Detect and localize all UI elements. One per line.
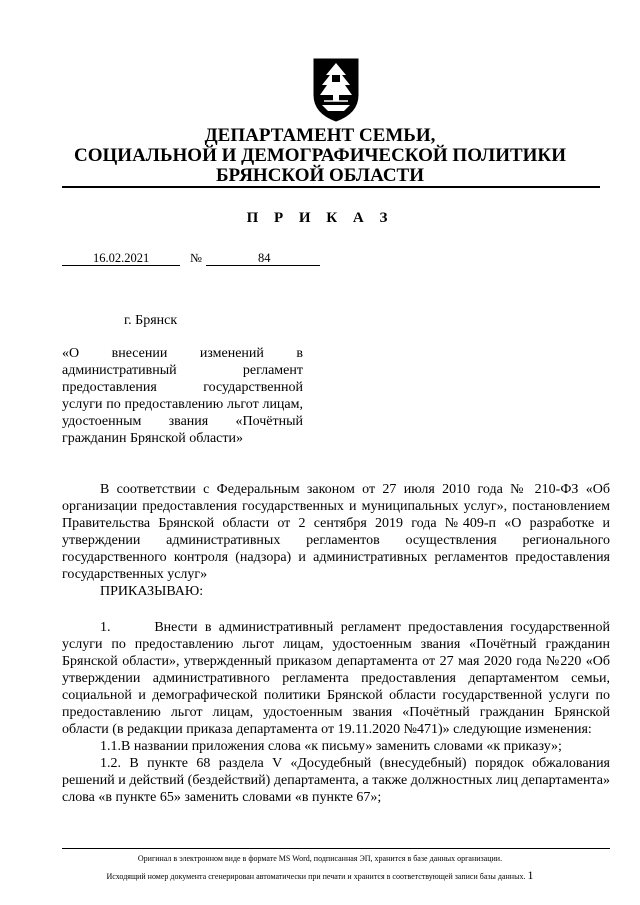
order-subject: «О внесении изменений в административный регламент предоставления государственной услуги по предоставлению льгот лицам, удостоенным звания «Почётный гражданин Брянской области» bbox=[62, 346, 303, 446]
order-word: ПРИКАЗЫВАЮ: bbox=[100, 584, 204, 599]
department-name-line-3: БРЯНСКОЙ ОБЛАСТИ bbox=[215, 165, 425, 186]
order-date: 16.02.2021 bbox=[93, 251, 150, 265]
footer-line-2 bbox=[0, 868, 640, 883]
item-1-paragraph: 1. Внести в административный регламент предоставления государственной услуги по предоставлению льгот лицам, удостоенным звания «Почётный гражданин Брянской области», утвержденный приказом департамента от 27 мая 2020 года №220 «Об утверждении административного регламента предоставления департаментом семьи, социальной и демографической политики Брянской области государственной услуги по предоставлению льгот лицам, удостоенным звания «Почётный гражданин Брянской области (в редакции приказа департамента от 19.11.2020 №471)» следующие изменения: bbox=[62, 620, 614, 737]
item-1-1-paragraph: 1.1.В названии приложения слова «к письму» заменить словами «к приказу»; bbox=[100, 739, 562, 754]
department-name-line-1: ДЕПАРТАМЕНТ СЕМЬИ, bbox=[204, 125, 436, 146]
order-number: 84 bbox=[258, 251, 271, 265]
city: г. Брянск bbox=[124, 313, 178, 328]
item-1-2-paragraph: 1.2. В пункте 68 раздела V «Досудебный (внесудебный) порядок обжалования решений и действий (бездействий) департамента, а также должностных лиц департамента» слова «в пункте 65» заменить словами «в пункте 67»; bbox=[62, 756, 610, 805]
footer-line-1: Оригинал в электронном виде в формате MS Word, подписанная ЭП, хранится в базе данных организации. bbox=[137, 854, 503, 863]
footer-divider bbox=[62, 848, 610, 849]
number-underline bbox=[206, 265, 320, 266]
preamble-paragraph: В соответствии с Федеральным законом от 27 июля 2010 года № 210-ФЗ «Об организации предоставления государственных и муниципальных услуг», постановлением Правительства Брянской области от 2 сентября 2019 года №409-п «О разработке и утверждении административных регламентов осуществления регионального государственного контроля (надзора) и административных регламентов предоставления государственных услуг» bbox=[62, 482, 610, 582]
bryansk-coat-of-arms-icon bbox=[310, 55, 362, 123]
footer-line-2-text: Исходящий номер документа сгенерирован автоматически при печати и хранится в соответствующей записи базы данных. bbox=[106, 872, 526, 881]
number-sign: № bbox=[190, 251, 202, 265]
header-divider bbox=[62, 186, 600, 188]
order-items bbox=[62, 619, 614, 806]
page-number: 1 bbox=[527, 868, 534, 882]
document-type-title: П Р И К А З bbox=[246, 210, 394, 226]
order-body bbox=[62, 481, 610, 600]
date-underline bbox=[62, 265, 180, 266]
department-name-line-2: СОЦИАЛЬНОЙ И ДЕМОГРАФИЧЕСКОЙ ПОЛИТИКИ bbox=[74, 145, 566, 166]
